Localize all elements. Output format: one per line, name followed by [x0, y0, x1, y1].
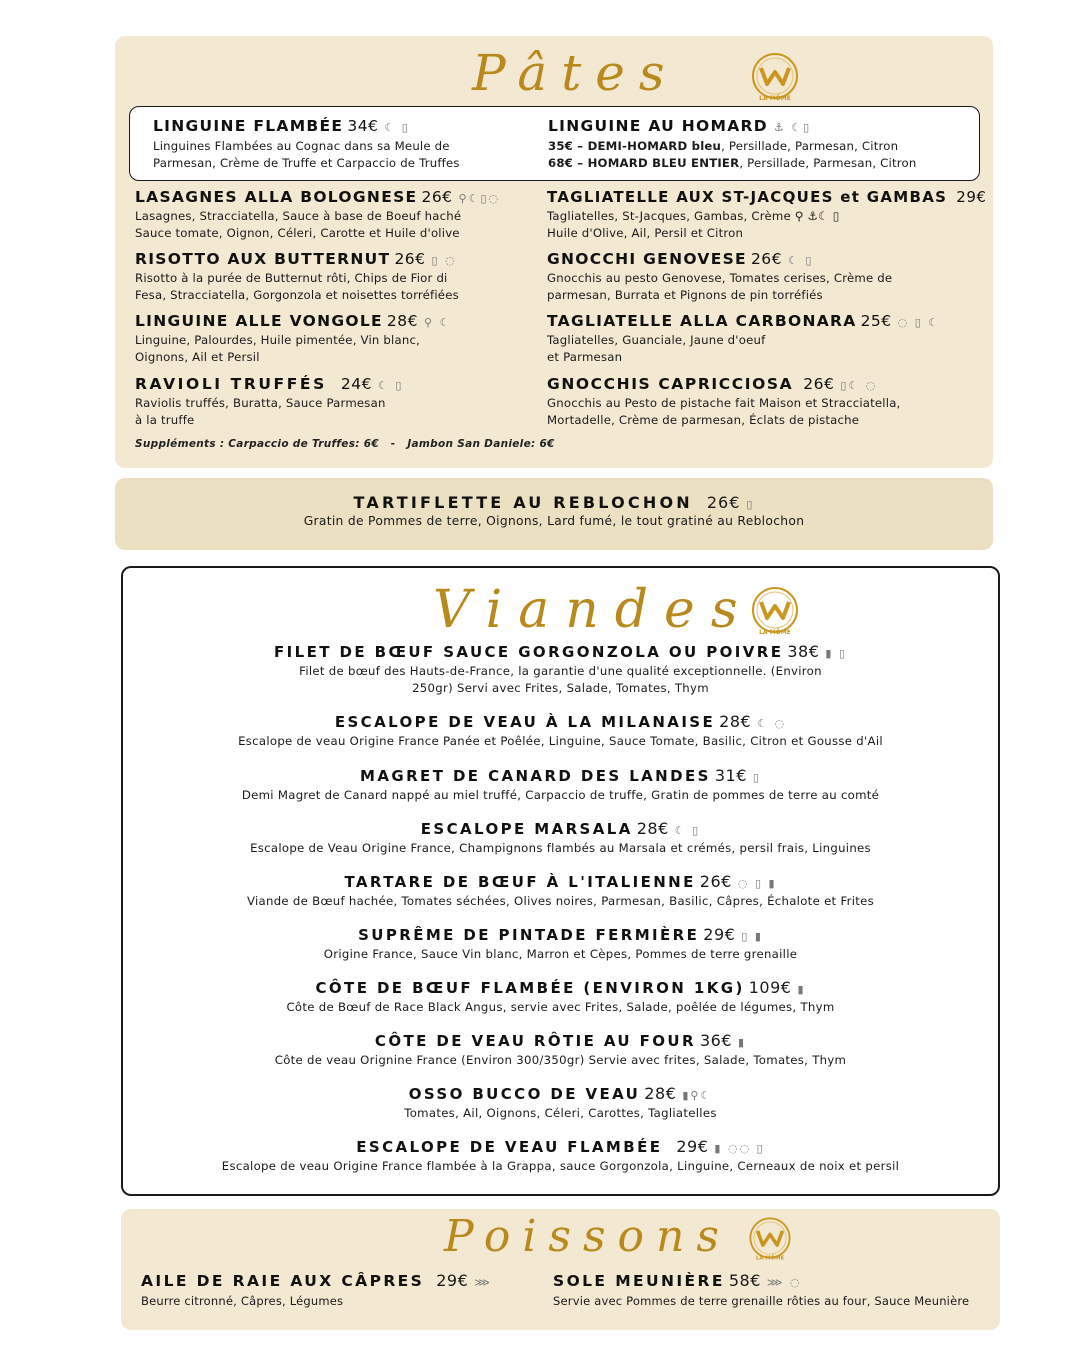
- item-price: 28€: [386, 312, 419, 330]
- svg-text:LA MÔME: LA MÔME: [759, 629, 791, 636]
- item-description: Tagliatelles, St-Jacques, Gambas, Crème ⚲ ⚓☾ ▯: [547, 209, 840, 223]
- item-name: LINGUINE AU HOMARD: [548, 117, 768, 135]
- poissons-title: Poissons: [444, 1211, 731, 1262]
- la-mome-logo: [745, 1213, 795, 1263]
- item-description: Oignons, Ail et Persil: [135, 350, 260, 364]
- allergen-icons: ▮ ◌◌ ▯: [714, 1142, 765, 1155]
- menu-item-ravioli: [135, 375, 403, 429]
- item-price: 36€: [699, 1031, 733, 1050]
- item-price: 25€: [860, 312, 892, 330]
- item-name: LINGUINE FLAMBÉE: [153, 117, 344, 135]
- item-description: Huile d'Olive, Ail, Persil et Citron: [547, 226, 744, 240]
- allergen-icons: ▯: [752, 771, 761, 784]
- menu-item-capricciosa: [547, 375, 900, 429]
- menu-item-escalope-flambee: [123, 1137, 998, 1175]
- item-description: 35€ – DEMI-HOMARD bleu, Persillade, Parmesan, Citron: [548, 139, 899, 153]
- menu-item-magret: [123, 766, 998, 804]
- item-description: Raviolis truffés, Buratta, Sauce Parmesan: [135, 396, 386, 410]
- pates-featured-box: [129, 106, 980, 181]
- item-name: TARTIFLETTE AU REBLOCHON: [353, 493, 693, 512]
- poissons-section: [121, 1209, 1000, 1330]
- supplements-note: Suppléments : Carpaccio de Truffes: 6€ - Jambon San Daniele: 6€: [135, 438, 555, 450]
- allergen-icons: ▮⚲☾: [682, 1089, 713, 1102]
- svg-text:LA MÔME: LA MÔME: [759, 95, 791, 102]
- item-price: 26€: [706, 493, 741, 512]
- item-name: MAGRET DE CANARD DES LANDES: [360, 767, 711, 785]
- item-price: 29€: [676, 1137, 709, 1156]
- item-price: 26€: [750, 250, 783, 268]
- item-price: 24€: [340, 375, 372, 393]
- menu-item-marsala: [123, 819, 998, 857]
- pates-section: [115, 36, 993, 468]
- menu-item-linguine-au-homard: [548, 117, 916, 172]
- allergen-icons: ◌ ▯ ☾: [897, 316, 941, 329]
- allergen-icons: ☾ ▯: [384, 121, 410, 134]
- la-mome-logo: [747, 582, 803, 638]
- pates-title: Pâtes: [472, 44, 679, 102]
- allergen-icons: ▯ ◌: [431, 254, 457, 267]
- item-name: TARTARE DE BŒUF À L'ITALIENNE: [344, 873, 696, 891]
- item-description: à la truffe: [135, 413, 195, 427]
- menu-item-aile-de-raie: [141, 1271, 492, 1310]
- allergen-icons: ☾ ▯: [674, 824, 701, 837]
- item-description: Beurre citronné, Câpres, Légumes: [141, 1294, 344, 1308]
- tartiflette-section: [115, 478, 993, 550]
- item-name: RAVIOLI TRUFFÉS: [135, 375, 327, 393]
- item-name: LASAGNES ALLA BOLOGNESE: [135, 188, 418, 206]
- item-description: Fesa, Stracciatella, Gorgonzola et noisettes torréfiées: [135, 288, 459, 302]
- item-description: Tagliatelles, Guanciale, Jaune d'oeuf: [547, 333, 766, 347]
- menu-item-linguine-flambee: [153, 117, 460, 172]
- item-description: Sauce tomate, Oignon, Céleri, Carotte et Huile d'olive: [135, 226, 460, 240]
- menu-item-tagliatelle-st-jacques: [547, 188, 986, 242]
- menu-item-lasagnes: [135, 188, 500, 242]
- item-name: OSSO BUCCO DE VEAU: [408, 1085, 641, 1103]
- allergen-icons: ▮: [797, 983, 806, 996]
- item-description: Gnocchis au pesto Genovese, Tomates cerises, Crème de: [547, 271, 893, 285]
- item-description: Escalope de Veau Origine France, Champignons flambés au Marsala et crémés, persil frais, Linguines: [250, 841, 871, 855]
- item-price: 26€: [394, 250, 426, 268]
- item-description: Gnocchis au Pesto de pistache fait Maison et Stracciatella,: [547, 396, 901, 410]
- item-price: 109€: [748, 978, 792, 997]
- price-option: 35€ – DEMI-HOMARD bleu: [548, 139, 722, 153]
- item-name: ESCALOPE DE VEAU FLAMBÉE: [356, 1138, 663, 1156]
- menu-item-cote-boeuf: [123, 978, 998, 1016]
- menu-item-sole-meuniere: [553, 1271, 969, 1310]
- item-description: Demi Magret de Canard nappé au miel truffé, Carpaccio de truffe, Gratin de pommes de terre au comté: [241, 788, 880, 802]
- item-description: Côte de Bœuf de Race Black Angus, servie avec Frites, Salade, poêlée de légumes, Thym: [286, 1000, 835, 1014]
- allergen-icons: ⋙: [474, 1276, 492, 1289]
- allergen-icons: ▮: [738, 1036, 747, 1049]
- item-description: Linguines Flambées au Cognac dans sa Meule de: [153, 139, 450, 153]
- item-price: 31€: [714, 766, 747, 785]
- item-name: GNOCCHI GENOVESE: [547, 250, 747, 268]
- menu-item-osso-bucco: [123, 1084, 998, 1122]
- item-price: 29€: [703, 925, 736, 944]
- item-description: Tomates, Ail, Oignons, Céleri, Carottes, Tagliatelles: [404, 1106, 717, 1120]
- item-price: 58€: [728, 1271, 761, 1290]
- item-description: Risotto à la purée de Butternut rôti, Chips de Fior di: [135, 271, 448, 285]
- item-description: Lasagnes, Stracciatella, Sauce à base de Boeuf haché: [135, 209, 462, 223]
- allergen-icons: ⚲☾▯◌: [458, 192, 501, 205]
- allergen-icons: ▮ ▯: [825, 647, 847, 660]
- item-description: Côte de veau Orignine France (Environ 300/350gr) Servie avec frites, Salade, Tomates, Thym: [274, 1053, 847, 1067]
- item-description: Viande de Bœuf hachée, Tomates séchées, Olives noires, Parmesan, Basilic, Câpres, Échalote et Frites: [246, 894, 875, 908]
- item-description: 68€ – HOMARD BLEU ENTIER, Persillade, Parmesan, Citron: [548, 156, 917, 170]
- item-price: 26€: [699, 872, 732, 891]
- allergen-icons: ⚲ ☾: [424, 316, 452, 329]
- menu-item-risotto: [135, 250, 459, 304]
- item-name: SUPRÊME DE PINTADE FERMIÈRE: [358, 926, 700, 944]
- item-description: Linguine, Palourdes, Huile pimentée, Vin blanc,: [135, 333, 421, 347]
- svg-text:LA MÔME: LA MÔME: [755, 1255, 785, 1262]
- item-name: FILET DE BŒUF SAUCE GORGONZOLA OU POIVRE: [274, 643, 784, 661]
- item-price: 38€: [787, 642, 820, 661]
- item-description: et Parmesan: [547, 350, 623, 364]
- viandes-section: [121, 566, 1000, 1196]
- allergen-icons: ▯☾ ◌: [840, 379, 878, 392]
- item-description: Escalope de veau Origine France flambée à la Grappa, sauce Gorgonzola, Linguine, Cerneaux de noix et persil: [221, 1159, 900, 1173]
- item-description: Mortadelle, Crème de parmesan, Éclats de pistache: [547, 413, 860, 427]
- item-name: GNOCCHIS CAPRICCIOSA: [547, 375, 794, 393]
- allergen-icons: ☾ ▯: [788, 254, 814, 267]
- menu-item-filet-boeuf: [123, 642, 998, 697]
- allergen-icons: ⋙ ◌: [766, 1276, 802, 1289]
- menu-item-vongole: [135, 312, 451, 366]
- item-price: 29€: [956, 188, 987, 206]
- item-description: Parmesan, Crème de Truffe et Carpaccio de Truffes: [153, 156, 460, 170]
- item-price: 29€: [436, 1271, 469, 1290]
- menu-item-milanaise: [123, 712, 998, 750]
- allergen-icons: ▯: [746, 498, 755, 511]
- item-description: Gratin de Pommes de terre, Oignons, Lard fumé, le tout gratiné au Reblochon: [303, 514, 805, 528]
- item-description: parmesan, Burrata et Pignons de pin torréfiés: [547, 288, 823, 302]
- item-name: SOLE MEUNIÈRE: [553, 1272, 725, 1290]
- allergen-icons: ☾ ▯: [377, 379, 404, 392]
- viandes-title: Viandes: [433, 580, 754, 640]
- allergen-icons: ⚓ ☾▯: [773, 121, 812, 134]
- la-mome-logo: [747, 48, 803, 104]
- menu-item-carbonara: [547, 312, 940, 366]
- item-name: CÔTE DE BŒUF FLAMBÉE (ENVIRON 1KG): [315, 979, 745, 997]
- item-description: Servie avec Pommes de terre grenaille rôties au four, Sauce Meunière: [553, 1294, 970, 1308]
- item-price: 28€: [644, 1084, 677, 1103]
- item-name: RISOTTO AUX BUTTERNUT: [135, 250, 391, 268]
- menu-item-gnocchi-genovese: [547, 250, 892, 304]
- menu-item-cote-veau: [123, 1031, 998, 1069]
- item-name: LINGUINE ALLE VONGOLE: [135, 312, 383, 330]
- item-description: Filet de bœuf des Hauts-de-France, la garantie d'une qualité exceptionnelle. (Environ: [299, 664, 822, 678]
- menu-item-pintade: [123, 925, 998, 963]
- allergen-icons: ☾ ◌: [757, 717, 787, 730]
- item-name: TAGLIATELLE ALLA CARBONARA: [547, 312, 857, 330]
- item-name: AILE DE RAIE AUX CÂPRES: [141, 1272, 425, 1290]
- price-option: 68€ – HOMARD BLEU ENTIER: [548, 156, 740, 170]
- item-name: ESCALOPE MARSALA: [420, 820, 633, 838]
- item-description: Escalope de veau Origine France Panée et Poêlée, Linguine, Sauce Tomate, Basilic, Citron et Gousse d'Ail: [238, 734, 883, 748]
- allergen-icons: ◌ ▯ ▮: [737, 877, 777, 890]
- item-price: 34€: [347, 117, 379, 135]
- item-name: ESCALOPE DE VEAU À LA MILANAISE: [334, 713, 716, 731]
- item-price: 26€: [803, 375, 835, 393]
- item-description: Origine France, Sauce Vin blanc, Marron et Cèpes, Pommes de terre grenaille: [323, 947, 798, 961]
- item-price: 28€: [636, 819, 669, 838]
- allergen-icons: ▯ ▮: [741, 930, 763, 943]
- item-price: 26€: [421, 188, 453, 206]
- item-description: 250gr) Servi avec Frites, Salade, Tomates, Thym: [412, 681, 709, 695]
- item-price: 28€: [719, 712, 752, 731]
- item-name: TAGLIATELLE AUX ST-JACQUES et GAMBAS: [547, 188, 948, 206]
- item-name: CÔTE DE VEAU RÔTIE AU FOUR: [374, 1032, 696, 1050]
- menu-item-tartare: [123, 872, 998, 910]
